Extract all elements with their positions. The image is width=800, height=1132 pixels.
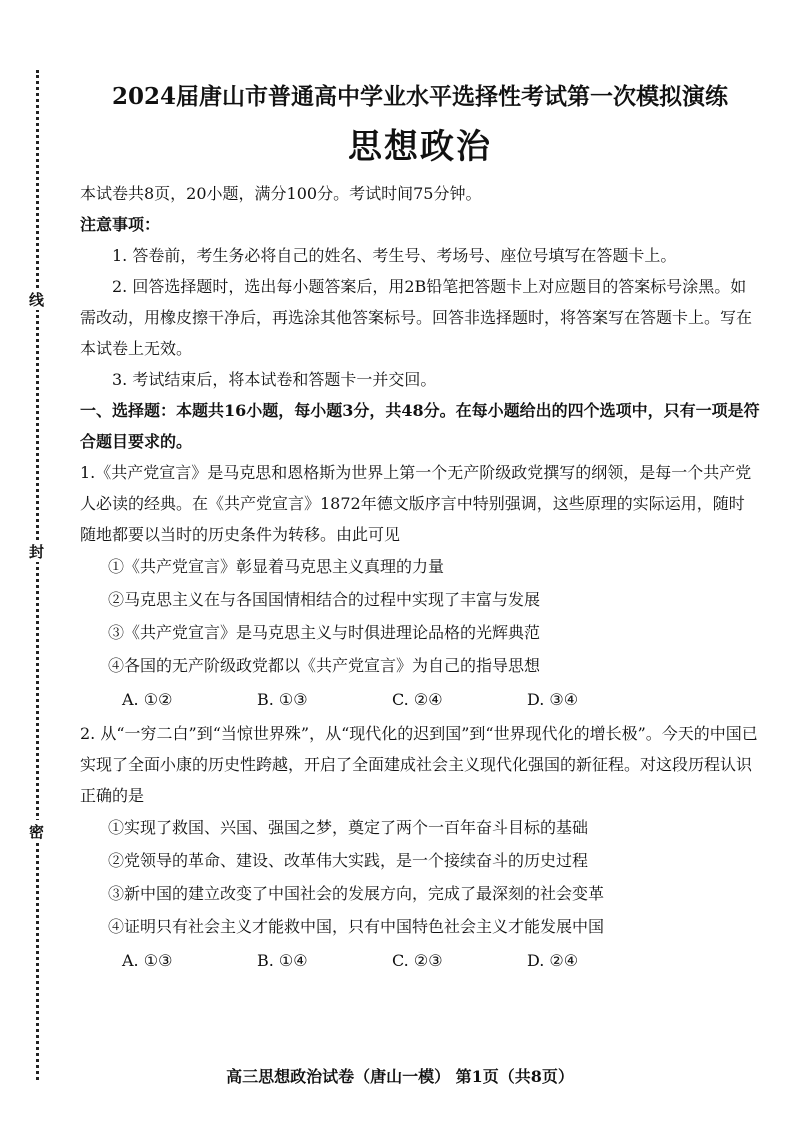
answer-choices [80,943,760,979]
binding-mark-feng: 封 [27,540,47,562]
intro-text: 本试卷共8页，20小题，满分100分。考试时间75分钟。 [80,184,482,203]
question-option: ①实现了救国、兴国、强国之梦，奠定了两个一百年奋斗目标的基础 [108,818,589,837]
choice-d: D. ②④ [527,951,579,970]
subject-title: 思想政治 [348,127,492,167]
notice-item-1: 1. 答卷前，考生务必将自己的姓名、考生号、考场号、座位号填写在答题卡上。 [112,246,677,265]
question-option: ③新中国的建立改变了中国社会的发展方向，完成了最深刻的社会变革 [108,884,605,903]
question-option: ②党领导的革命、建设、改革伟大实践，是一个接续奋斗的历史过程 [108,851,589,870]
question-stem: 2. 从“一穷二白”到“当惊世界殊”，从“现代化的迟到国”到“世界现代化的增长极”。今天的中国已实现了全面小康的历史性跨越，开启了全面建成社会主义现代化强国的新征程。对这段历程认识正确的是 [80,724,758,805]
binding-mark-mi: 密 [27,820,47,842]
notice-item-3: 3. 考试结束后，将本试卷和答题卡一并交回。 [112,370,437,389]
answer-choices [80,682,760,718]
choice-b: B. ①③ [257,690,308,709]
question-option: ①《共产党宣言》彰显着马克思主义真理的力量 [108,557,445,576]
question-1 [80,457,760,718]
page-footer: 高三思想政治试卷（唐山一模） 第1页（共8页） [226,1067,574,1086]
binding-line [27,70,45,1080]
notice-heading: 注意事项： [80,215,161,234]
exam-page [80,78,760,979]
question-option: ④证明只有社会主义才能救中国，只有中国特色社会主义才能发展中国 [108,917,605,936]
question-option: ②马克思主义在与各国国情相结合的过程中实现了丰富与发展 [108,590,541,609]
choice-d: D. ③④ [527,690,579,709]
section-heading: 一、选择题：本题共16小题，每小题3分，共48分。在每小题给出的四个选项中，只有一项是符合题目要求的。 [80,401,760,451]
choice-a: A. ①③ [122,951,173,970]
dotted-seal-line [36,70,39,1080]
question-stem: 1.《共产党宣言》是马克思和恩格斯为世界上第一个无产阶级政党撰写的纲领，是每一个共产党人必读的经典。在《共产党宣言》1872年德文版序言中特别强调，这些原理的实际运用，随时随地都要以当时的历史条件为转移。由此可见 [80,463,752,544]
choice-c: C. ②③ [392,951,443,970]
question-option: ③《共产党宣言》是马克思主义与时俱进理论品格的光辉典范 [108,623,541,642]
notice-item-2: 2. 回答选择题时，选出每小题答案后，用2B铅笔把答题卡上对应题目的答案标号涂黑。如需改动，用橡皮擦干净后，再选涂其他答案标号。回答非选择题时，将答案写在答题卡上。写在本试卷上无效。 [80,277,753,358]
question-2 [80,718,760,979]
exam-title: 2024届唐山市普通高中学业水平选择性考试第一次模拟演练 [111,83,728,110]
binding-mark-xian: 线 [27,288,47,310]
question-option: ④各国的无产阶级政党都以《共产党宣言》为自己的指导思想 [108,656,541,675]
choice-b: B. ①④ [257,951,308,970]
choice-a: A. ①② [122,690,173,709]
choice-c: C. ②④ [392,690,443,709]
